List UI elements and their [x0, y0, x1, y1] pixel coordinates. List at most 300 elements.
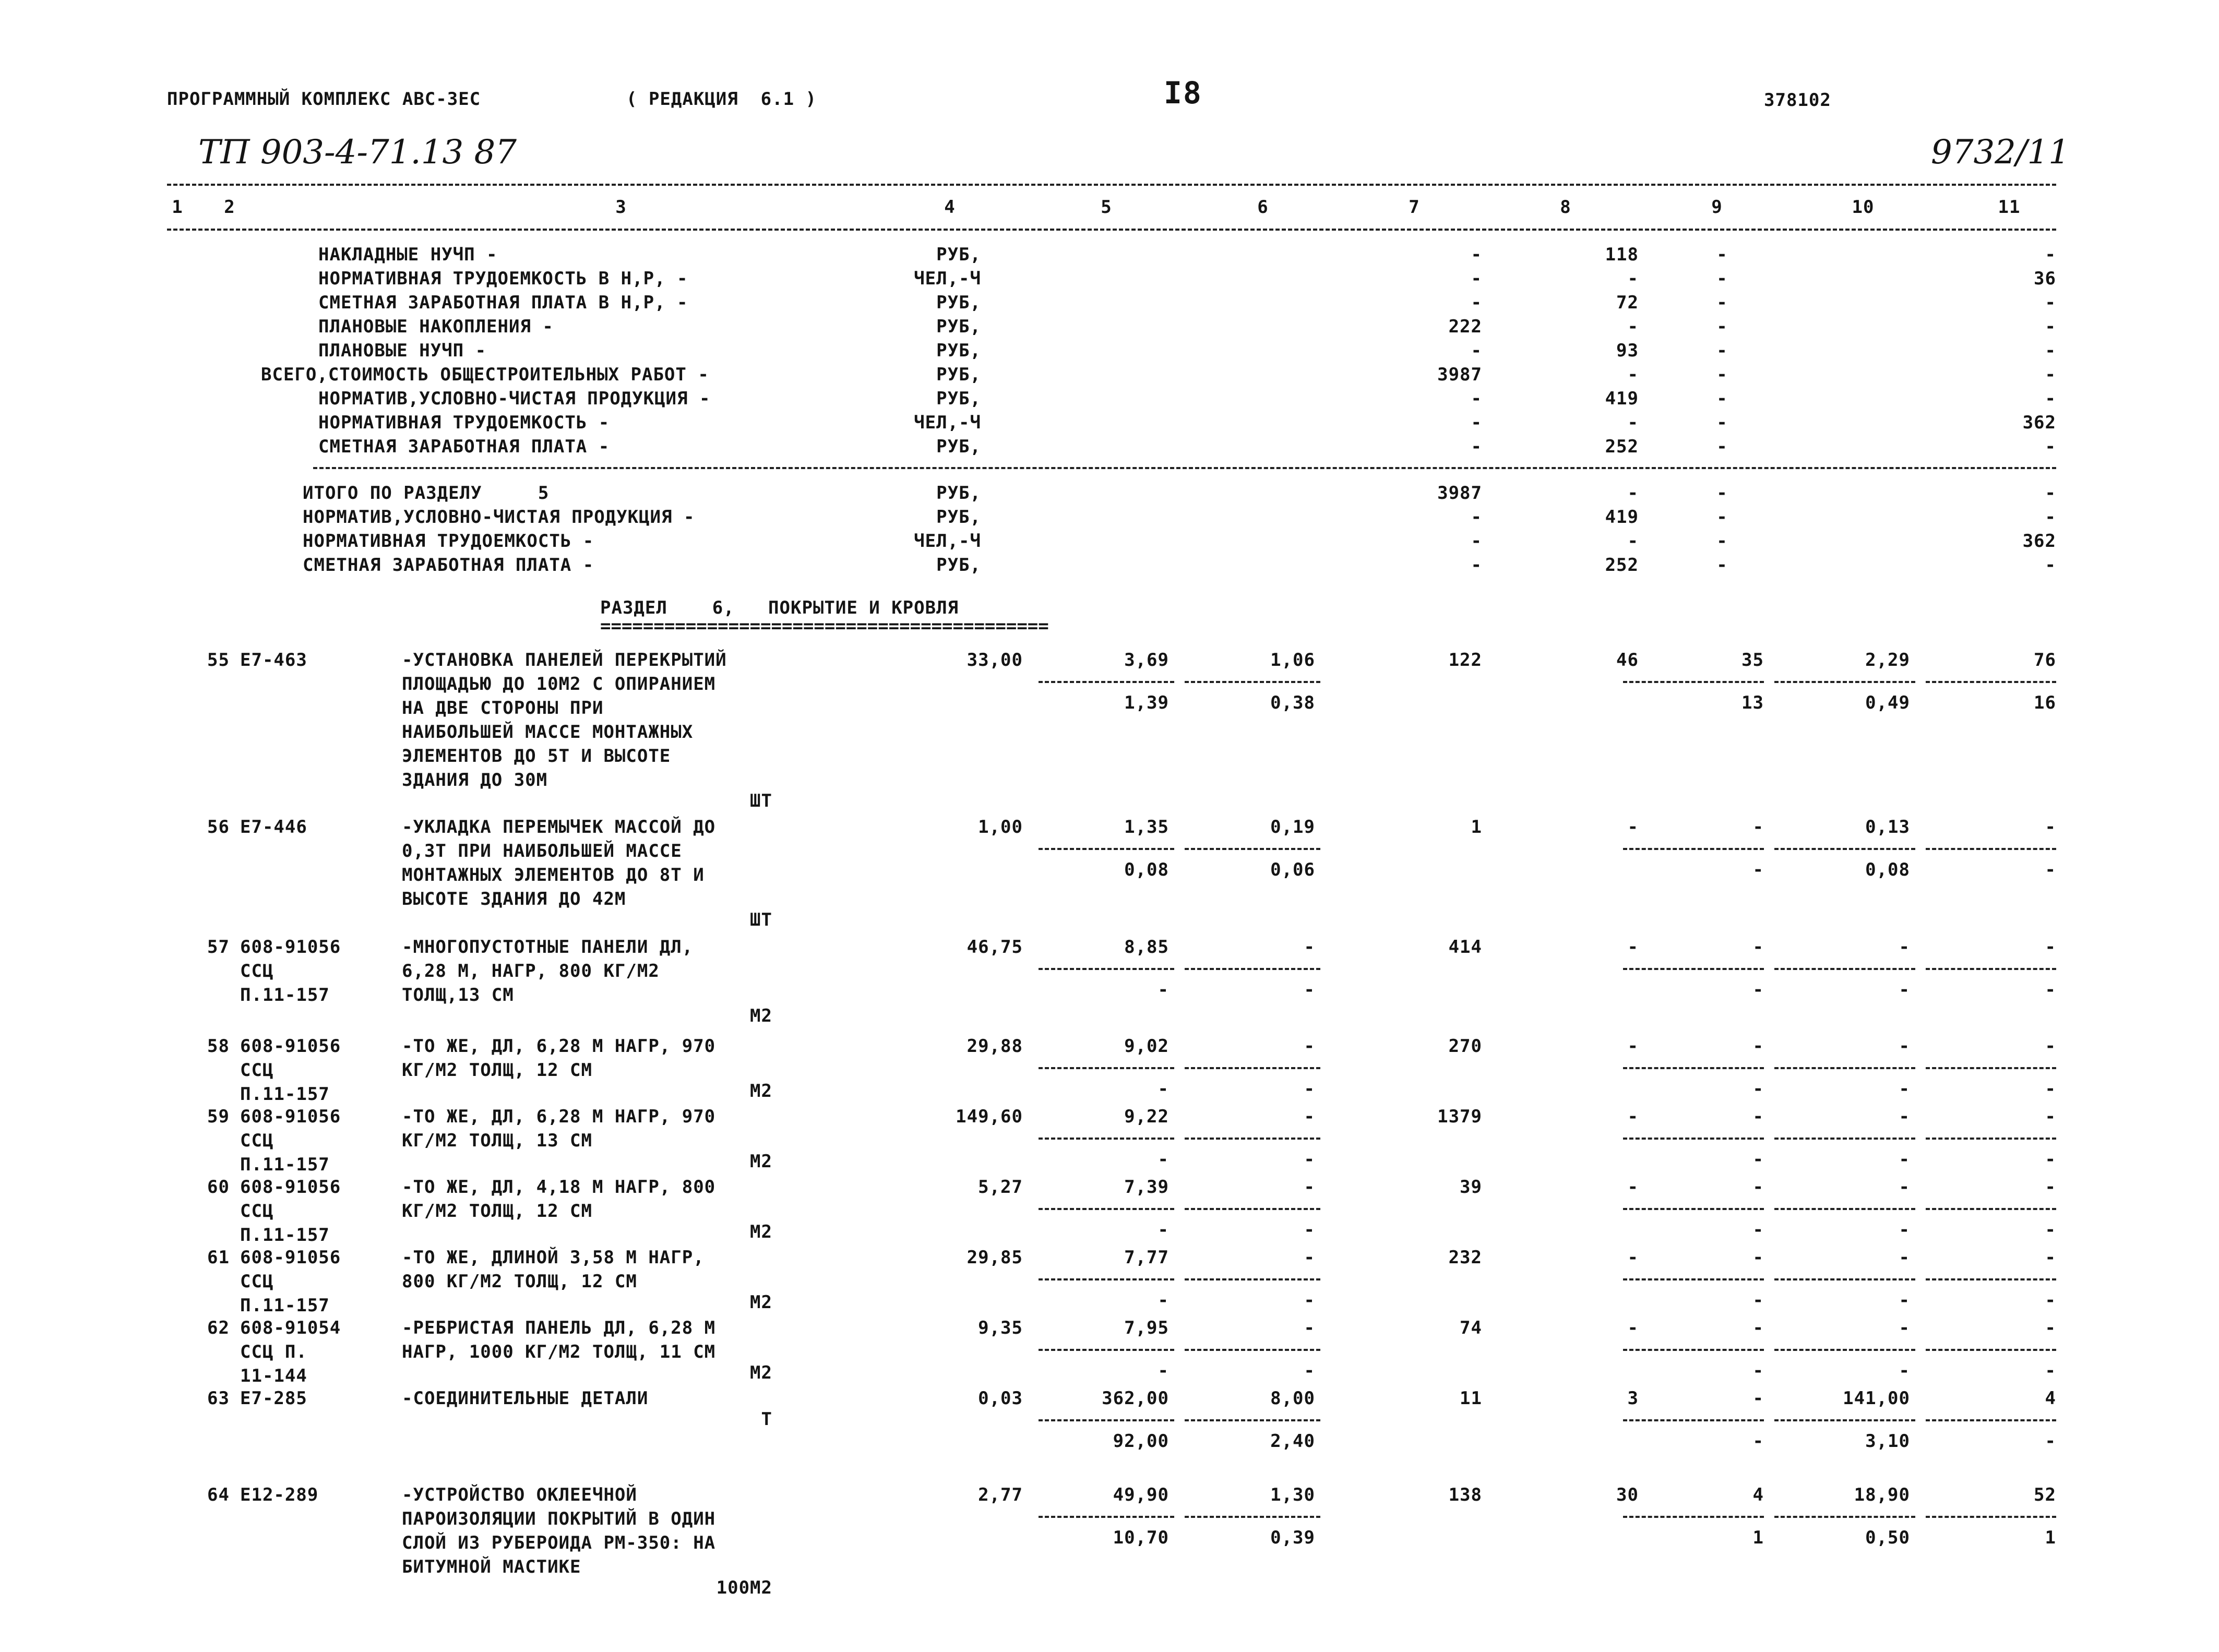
entry-code: П.11-157	[240, 1154, 330, 1175]
summary-label: НОРМАТИВ,УСЛОВНО-ЧИСТАЯ ПРОДУКЦИЯ -	[303, 507, 695, 528]
entry-col10-sub: -	[1899, 979, 1910, 1000]
summary-col11: -	[2045, 316, 2056, 337]
entry-description: -ТО ЖЕ, ДЛ, 6,28 М НАГР, 970	[402, 1036, 716, 1057]
header-rule	[167, 184, 2056, 186]
entry-description: ЭЛЕМЕНТОВ ДО 5Т И ВЫСОТЕ	[402, 746, 671, 767]
summary-col8: 252	[1605, 555, 1639, 576]
entry-description: НАИБОЛЬШЕЙ МАССЕ МОНТАЖНЫХ	[402, 722, 694, 743]
summary-unit: РУБ,	[936, 507, 981, 528]
summary-unit: ЧЕЛ,-Ч	[914, 412, 981, 433]
summary-label: НОРМАТИВНАЯ ТРУДОЕМКОСТЬ В Н,Р, -	[318, 268, 688, 289]
column-header-10: 10	[1852, 197, 1875, 218]
entry-col9-sub: -	[1752, 1079, 1764, 1099]
section-title-underline: ==========================================	[600, 616, 1049, 637]
summary-unit: РУБ,	[936, 364, 981, 385]
summary-col7: 222	[1448, 316, 1482, 337]
section-title: РАЗДЕЛ 6, ПОКРЫТИЕ И КРОВЛЯ	[600, 597, 959, 618]
entry-unit-price: 1,35	[1124, 817, 1169, 837]
entry-number: 61	[207, 1247, 230, 1268]
entry-col10-sub: 0,08	[1865, 859, 1910, 880]
entry-col9: -	[1752, 1247, 1764, 1268]
entry-unit-price: 49,90	[1113, 1485, 1169, 1505]
entry-quantity: 29,88	[967, 1036, 1023, 1057]
entry-unit-wage: -	[1304, 1247, 1315, 1268]
entry-unit: М2	[750, 1081, 772, 1102]
entry-quantity: 5,27	[978, 1177, 1023, 1198]
column-header-6: 6	[1257, 197, 1269, 218]
entry-description: ТОЛЩ,13 СМ	[402, 985, 514, 1005]
entry-quantity: 0,03	[978, 1388, 1023, 1409]
entry-total: 74	[1460, 1318, 1482, 1338]
entry-sub-rule	[1039, 1419, 1174, 1421]
entry-unit-wage-sub: -	[1304, 1079, 1315, 1099]
entry-col11: -	[2045, 1106, 2056, 1127]
entry-col10: -	[1899, 937, 1910, 957]
summary-label: СМЕТНАЯ ЗАРАБОТНАЯ ПЛАТА -	[318, 436, 610, 457]
entry-code: ССЦ	[240, 1060, 274, 1081]
entry-col11: -	[2045, 817, 2056, 837]
entry-unit-price-sub: -	[1158, 1219, 1169, 1240]
entry-col10-sub: 0,50	[1865, 1527, 1910, 1548]
entry-number: 58	[207, 1036, 230, 1057]
entry-col11: 4	[2045, 1388, 2056, 1409]
summary-label: СМЕТНАЯ ЗАРАБОТНАЯ ПЛАТА В Н,Р, -	[318, 292, 688, 313]
summary-col7: 3987	[1437, 483, 1482, 504]
entry-sub-rule	[1926, 968, 2056, 970]
entry-unit-wage: -	[1304, 1177, 1315, 1198]
column-header-11: 11	[1998, 197, 2021, 218]
entry-total: 11	[1460, 1388, 1482, 1409]
entry-number: 60	[207, 1177, 230, 1198]
summary-col7: -	[1471, 436, 1482, 457]
entry-sub-rule	[1185, 1138, 1320, 1140]
entry-unit: М2	[750, 1151, 772, 1172]
summary-label: НАКЛАДНЫЕ НУЧП -	[318, 244, 498, 265]
summary-col9: -	[1716, 388, 1728, 409]
entry-col9-sub: -	[1752, 1360, 1764, 1381]
entry-unit-wage-sub: 0,39	[1270, 1527, 1315, 1548]
entry-sub-rule	[1185, 1278, 1320, 1280]
entry-unit-price-sub: -	[1158, 1290, 1169, 1311]
column-header-5: 5	[1101, 197, 1112, 218]
summary-col8: -	[1627, 531, 1639, 552]
summary-col9: -	[1716, 483, 1728, 504]
summary-col11: -	[2045, 436, 2056, 457]
entry-col10-sub: -	[1899, 1219, 1910, 1240]
summary-unit: РУБ,	[936, 388, 981, 409]
entry-sub-rule	[1039, 1278, 1174, 1280]
entry-sub-rule	[1774, 681, 1915, 683]
entry-description: ВЫСОТЕ ЗДАНИЯ ДО 42М	[402, 889, 626, 909]
summary-unit: РУБ,	[936, 483, 981, 504]
entry-quantity: 9,35	[978, 1318, 1023, 1338]
entry-unit: М2	[750, 1005, 772, 1026]
entry-unit-wage: 8,00	[1270, 1388, 1315, 1409]
column-header-9: 9	[1711, 197, 1723, 218]
entry-quantity: 1,00	[978, 817, 1023, 837]
entry-col9-sub: -	[1752, 979, 1764, 1000]
entry-col10-sub: -	[1899, 1290, 1910, 1311]
entry-unit-price-sub: -	[1158, 1079, 1169, 1099]
entry-sub-rule	[1185, 1419, 1320, 1421]
entry-col10-sub: -	[1899, 1149, 1910, 1170]
summary-col7: -	[1471, 244, 1482, 265]
entry-code: П.11-157	[240, 985, 330, 1005]
entry-sub-rule	[1926, 1208, 2056, 1210]
entry-unit-price: 7,77	[1124, 1247, 1169, 1268]
summary-label: НОРМАТИВНАЯ ТРУДОЕМКОСТЬ -	[303, 531, 594, 552]
entry-description: -ТО ЖЕ, ДЛИНОЙ 3,58 М НАГР,	[402, 1247, 705, 1268]
entry-sub-rule	[1623, 1419, 1764, 1421]
entry-col10: 141,00	[1843, 1388, 1910, 1409]
summary-col9: -	[1716, 268, 1728, 289]
summary-col8: 252	[1605, 436, 1639, 457]
entry-unit: М2	[750, 1222, 772, 1242]
entry-unit-wage: -	[1304, 1106, 1315, 1127]
entry-sub-rule	[1039, 1516, 1174, 1518]
entry-sub-rule	[1623, 968, 1764, 970]
entry-number: 57	[207, 937, 230, 957]
entry-sub-rule	[1185, 1208, 1320, 1210]
entry-description: 0,3Т ПРИ НАИБОЛЬШЕЙ МАССЕ	[402, 841, 682, 861]
entry-sub-rule	[1774, 1278, 1915, 1280]
summary-col7: -	[1471, 268, 1482, 289]
entry-sub-rule	[1623, 1208, 1764, 1210]
summary-col11: -	[2045, 340, 2056, 361]
entry-unit-price-sub: -	[1158, 1149, 1169, 1170]
summary-col7: -	[1471, 340, 1482, 361]
summary-col7: -	[1471, 507, 1482, 528]
entry-unit-wage: 1,30	[1270, 1485, 1315, 1505]
entry-sub-rule	[1774, 1419, 1915, 1421]
entry-quantity: 46,75	[967, 937, 1023, 957]
entry-quantity: 33,00	[967, 650, 1023, 671]
summary-label: СМЕТНАЯ ЗАРАБОТНАЯ ПЛАТА -	[303, 555, 594, 576]
entry-unit-price-sub: -	[1158, 1360, 1169, 1381]
entry-col10-sub: 3,10	[1865, 1431, 1910, 1452]
entry-col11-sub: -	[2045, 1149, 2056, 1170]
entry-unit-wage-sub: -	[1304, 1149, 1315, 1170]
summary-col9: -	[1716, 531, 1728, 552]
entry-code: 11-144	[240, 1366, 307, 1386]
entry-code: Е7-446	[240, 817, 307, 837]
summary-col9: -	[1716, 316, 1728, 337]
entry-description: СЛОЙ ИЗ РУБЕРОИДА РМ-350: НА	[402, 1533, 716, 1553]
summary-col8: -	[1627, 316, 1639, 337]
entry-sub-rule	[1185, 1349, 1320, 1351]
entry-sub-rule	[1774, 848, 1915, 850]
entry-unit: 100М2	[716, 1577, 772, 1598]
summary-col7: -	[1471, 555, 1482, 576]
entry-unit-price: 9,22	[1124, 1106, 1169, 1127]
summary-col11: -	[2045, 483, 2056, 504]
entry-unit-wage-sub: 0,06	[1270, 859, 1315, 880]
entry-sub-rule	[1039, 681, 1174, 683]
summary-col9: -	[1716, 340, 1728, 361]
entry-col9: -	[1752, 1036, 1764, 1057]
entry-sub-rule	[1623, 848, 1764, 850]
summary-col11: -	[2045, 555, 2056, 576]
entry-total: 138	[1448, 1485, 1482, 1505]
entry-code: ССЦ	[240, 1271, 274, 1292]
summary-col8: 118	[1605, 244, 1639, 265]
entry-col11-sub: -	[2045, 859, 2056, 880]
summary-unit: РУБ,	[936, 244, 981, 265]
entry-col11-sub: -	[2045, 1079, 2056, 1099]
entry-unit-price: 3,69	[1124, 650, 1169, 671]
entry-sub-rule	[1039, 968, 1174, 970]
entry-col11-sub: -	[2045, 979, 2056, 1000]
entry-sub-rule	[1039, 848, 1174, 850]
entry-sub-rule	[1623, 681, 1764, 683]
entry-col10-sub: -	[1899, 1079, 1910, 1099]
entry-col8: -	[1627, 937, 1639, 957]
entry-description: НАГР, 1000 КГ/М2 ТОЛЩ, 11 СМ	[402, 1342, 716, 1362]
summary-col11: -	[2045, 364, 2056, 385]
summary-col8: -	[1627, 268, 1639, 289]
entry-description: -МНОГОПУСТОТНЫЕ ПАНЕЛИ ДЛ,	[402, 937, 694, 957]
summary-unit: РУБ,	[936, 316, 981, 337]
entry-col10: -	[1899, 1106, 1910, 1127]
entry-description: ПЛОЩАДЬЮ ДО 10М2 С ОПИРАНИЕМ	[402, 674, 716, 695]
entry-unit-wage-sub: 2,40	[1270, 1431, 1315, 1452]
entry-col9: -	[1752, 937, 1764, 957]
summary-label: ВСЕГО,СТОИМОСТЬ ОБЩЕСТРОИТЕЛЬНЫХ РАБОТ -	[261, 364, 709, 385]
summary-col8: 72	[1616, 292, 1639, 313]
entry-code: Е7-463	[240, 650, 307, 671]
summary-col11: -	[2045, 244, 2056, 265]
entry-unit-price: 7,39	[1124, 1177, 1169, 1198]
column-header-3: 3	[615, 197, 627, 218]
entry-sub-rule	[1185, 1067, 1320, 1069]
handwritten-sheet-number: 9732/11	[1931, 133, 2070, 172]
entry-code: ССЦ П.	[240, 1342, 307, 1362]
entry-sub-rule	[1926, 1419, 2056, 1421]
entry-total: 270	[1448, 1036, 1482, 1057]
entry-sub-rule	[1926, 1278, 2056, 1280]
entry-col11-sub: 1	[2045, 1527, 2056, 1548]
summary-col7: -	[1471, 388, 1482, 409]
entry-col11-sub: -	[2045, 1290, 2056, 1311]
entry-sub-rule	[1926, 681, 2056, 683]
entry-col10: -	[1899, 1247, 1910, 1268]
entry-unit-wage: 1,06	[1270, 650, 1315, 671]
entry-unit-price: 362,00	[1102, 1388, 1169, 1409]
entry-sub-rule	[1185, 1516, 1320, 1518]
entry-unit-price: 7,95	[1124, 1318, 1169, 1338]
entry-code: 608-91056	[240, 1177, 341, 1198]
entry-description: НА ДВЕ СТОРОНЫ ПРИ	[402, 698, 604, 719]
entry-code: П.11-157	[240, 1084, 330, 1105]
entry-unit-price: 8,85	[1124, 937, 1169, 957]
entry-code: ССЦ	[240, 1201, 274, 1222]
entry-sub-rule	[1185, 848, 1320, 850]
summary-col8: 419	[1605, 507, 1639, 528]
entry-unit-wage-sub: 0,38	[1270, 692, 1315, 713]
entry-description: МОНТАЖНЫХ ЭЛЕМЕНТОВ ДО 8Т И	[402, 865, 705, 885]
entry-col11: -	[2045, 1247, 2056, 1268]
entry-unit: Т	[761, 1409, 772, 1430]
entry-total: 39	[1460, 1177, 1482, 1198]
entry-col9: -	[1752, 1388, 1764, 1409]
entry-unit-price-sub: 92,00	[1113, 1431, 1169, 1452]
summary-col9: -	[1716, 364, 1728, 385]
document-code: 378102	[1764, 90, 1831, 111]
entry-unit-wage-sub: -	[1304, 1360, 1315, 1381]
entry-sub-rule	[1623, 1138, 1764, 1140]
summary-label: ИТОГО ПО РАЗДЕЛУ 5	[303, 483, 550, 504]
entry-col10: -	[1899, 1036, 1910, 1057]
entry-description: -ТО ЖЕ, ДЛ, 4,18 М НАГР, 800	[402, 1177, 716, 1198]
summary-col11: 36	[2034, 268, 2056, 289]
entry-col11: 52	[2034, 1485, 2056, 1505]
summary-col8: -	[1627, 364, 1639, 385]
entry-col9-sub: 1	[1752, 1527, 1764, 1548]
summary-label: ПЛАНОВЫЕ НУЧП -	[318, 340, 487, 361]
entry-col8: -	[1627, 1106, 1639, 1127]
entry-quantity: 2,77	[978, 1485, 1023, 1505]
entry-col11: -	[2045, 1177, 2056, 1198]
entry-unit-price-sub: -	[1158, 979, 1169, 1000]
entry-description: -УСТРОЙСТВО ОКЛЕЕЧНОЙ	[402, 1485, 637, 1505]
entry-col10: 18,90	[1854, 1485, 1910, 1505]
entry-col11-sub: 16	[2034, 692, 2056, 713]
summary-unit: ЧЕЛ,-Ч	[914, 268, 981, 289]
entry-unit-wage-sub: -	[1304, 1219, 1315, 1240]
summary-unit: РУБ,	[936, 436, 981, 457]
entry-number: 62	[207, 1318, 230, 1338]
entry-description: -ТО ЖЕ, ДЛ, 6,28 М НАГР, 970	[402, 1106, 716, 1127]
entry-sub-rule	[1774, 1349, 1915, 1351]
entry-col8: 46	[1616, 650, 1639, 671]
summary-col11: 362	[2022, 412, 2056, 433]
summary-col9: -	[1716, 244, 1728, 265]
entry-col9: -	[1752, 1318, 1764, 1338]
page-number: I8	[1164, 75, 1202, 111]
entry-unit-price-sub: 10,70	[1113, 1527, 1169, 1548]
entry-unit-wage: -	[1304, 1036, 1315, 1057]
entry-col11: -	[2045, 937, 2056, 957]
entry-sub-rule	[1774, 1516, 1915, 1518]
summary-col11: -	[2045, 292, 2056, 313]
column-header-4: 4	[944, 197, 956, 218]
summary-label: НОРМАТИВ,УСЛОВНО-ЧИСТАЯ ПРОДУКЦИЯ -	[318, 388, 711, 409]
entry-description: ПАРОИЗОЛЯЦИИ ПОКРЫТИЙ В ОДИН	[402, 1509, 716, 1529]
entry-unit-wage-sub: -	[1304, 1290, 1315, 1311]
entry-description: БИТУМНОЙ МАСТИКЕ	[402, 1557, 581, 1577]
entry-code: П.11-157	[240, 1225, 330, 1246]
summary-col11: -	[2045, 507, 2056, 528]
summary-unit: РУБ,	[936, 340, 981, 361]
entry-unit: ШТ	[750, 791, 772, 811]
entry-code: 608-91054	[240, 1318, 341, 1338]
entry-sub-rule	[1774, 1208, 1915, 1210]
summary-label: НОРМАТИВНАЯ ТРУДОЕМКОСТЬ -	[318, 412, 610, 433]
entry-code: Е12-289	[240, 1485, 319, 1505]
entry-col10: -	[1899, 1318, 1910, 1338]
entry-total: 1	[1471, 817, 1482, 837]
entry-col11-sub: -	[2045, 1431, 2056, 1452]
entry-sub-rule	[1039, 1138, 1174, 1140]
entry-number: 55	[207, 650, 230, 671]
entry-sub-rule	[1623, 1516, 1764, 1518]
entry-code: 608-91056	[240, 1106, 341, 1127]
summary-col7: -	[1471, 412, 1482, 433]
entry-sub-rule	[1926, 1138, 2056, 1140]
summary-col7: 3987	[1437, 364, 1482, 385]
entry-number: 64	[207, 1485, 230, 1505]
entry-description: КГ/М2 ТОЛЩ, 12 СМ	[402, 1060, 592, 1081]
entry-sub-rule	[1926, 1067, 2056, 1069]
entry-code: 608-91056	[240, 1036, 341, 1057]
entry-sub-rule	[1039, 1067, 1174, 1069]
entry-col9-sub: -	[1752, 1431, 1764, 1452]
entry-unit-wage: -	[1304, 937, 1315, 957]
entry-col11-sub: -	[2045, 1219, 2056, 1240]
summary-divider	[313, 467, 2056, 469]
column-header-2: 2	[224, 197, 235, 218]
summary-col11: -	[2045, 388, 2056, 409]
summary-label: ПЛАНОВЫЕ НАКОПЛЕНИЯ -	[318, 316, 554, 337]
summary-col9: -	[1716, 555, 1728, 576]
entry-number: 56	[207, 817, 230, 837]
entry-col10: 0,13	[1865, 817, 1910, 837]
column-header-1: 1	[172, 197, 183, 218]
entry-col8: -	[1627, 1318, 1639, 1338]
entry-col9-sub: -	[1752, 1290, 1764, 1311]
summary-col7: -	[1471, 292, 1482, 313]
entry-col9: -	[1752, 1177, 1764, 1198]
entry-unit-wage: -	[1304, 1318, 1315, 1338]
summary-col8: -	[1627, 412, 1639, 433]
entry-quantity: 29,85	[967, 1247, 1023, 1268]
summary-unit: РУБ,	[936, 555, 981, 576]
entry-description: 6,28 М, НАГР, 800 КГ/М2	[402, 961, 660, 981]
summary-col9: -	[1716, 412, 1728, 433]
entry-col10-sub: 0,49	[1865, 692, 1910, 713]
entry-col8: 3	[1627, 1388, 1639, 1409]
program-name: ПРОГРАММНЫЙ КОМПЛЕКС АВС-ЗЕС	[167, 89, 481, 110]
entry-unit-wage: 0,19	[1270, 817, 1315, 837]
entry-unit-price-sub: 0,08	[1124, 859, 1169, 880]
entry-code: 608-91056	[240, 937, 341, 957]
summary-col9: -	[1716, 292, 1728, 313]
entry-col9: -	[1752, 817, 1764, 837]
entry-col8: -	[1627, 817, 1639, 837]
entry-code: П.11-157	[240, 1295, 330, 1316]
entry-col9: -	[1752, 1106, 1764, 1127]
handwritten-project-code: ТП 903-4-71.13 87	[198, 133, 517, 172]
entry-col11: -	[2045, 1036, 2056, 1057]
summary-unit: ЧЕЛ,-Ч	[914, 531, 981, 552]
entry-code: 608-91056	[240, 1247, 341, 1268]
entry-sub-rule	[1926, 848, 2056, 850]
entry-col10: -	[1899, 1177, 1910, 1198]
entry-col9-sub: -	[1752, 859, 1764, 880]
entry-description: ЗДАНИЯ ДО 30М	[402, 770, 548, 791]
entry-sub-rule	[1623, 1067, 1764, 1069]
entry-sub-rule	[1623, 1349, 1764, 1351]
entry-col11-sub: -	[2045, 1360, 2056, 1381]
summary-col11: 362	[2022, 531, 2056, 552]
entry-col8: -	[1627, 1177, 1639, 1198]
entry-sub-rule	[1926, 1349, 2056, 1351]
summary-col7: -	[1471, 531, 1482, 552]
entry-col8: -	[1627, 1036, 1639, 1057]
entry-description: КГ/М2 ТОЛЩ, 12 СМ	[402, 1201, 592, 1222]
entry-description: -УСТАНОВКА ПАНЕЛЕЙ ПЕРЕКРЫТИЙ	[402, 650, 727, 671]
summary-col9: -	[1716, 507, 1728, 528]
